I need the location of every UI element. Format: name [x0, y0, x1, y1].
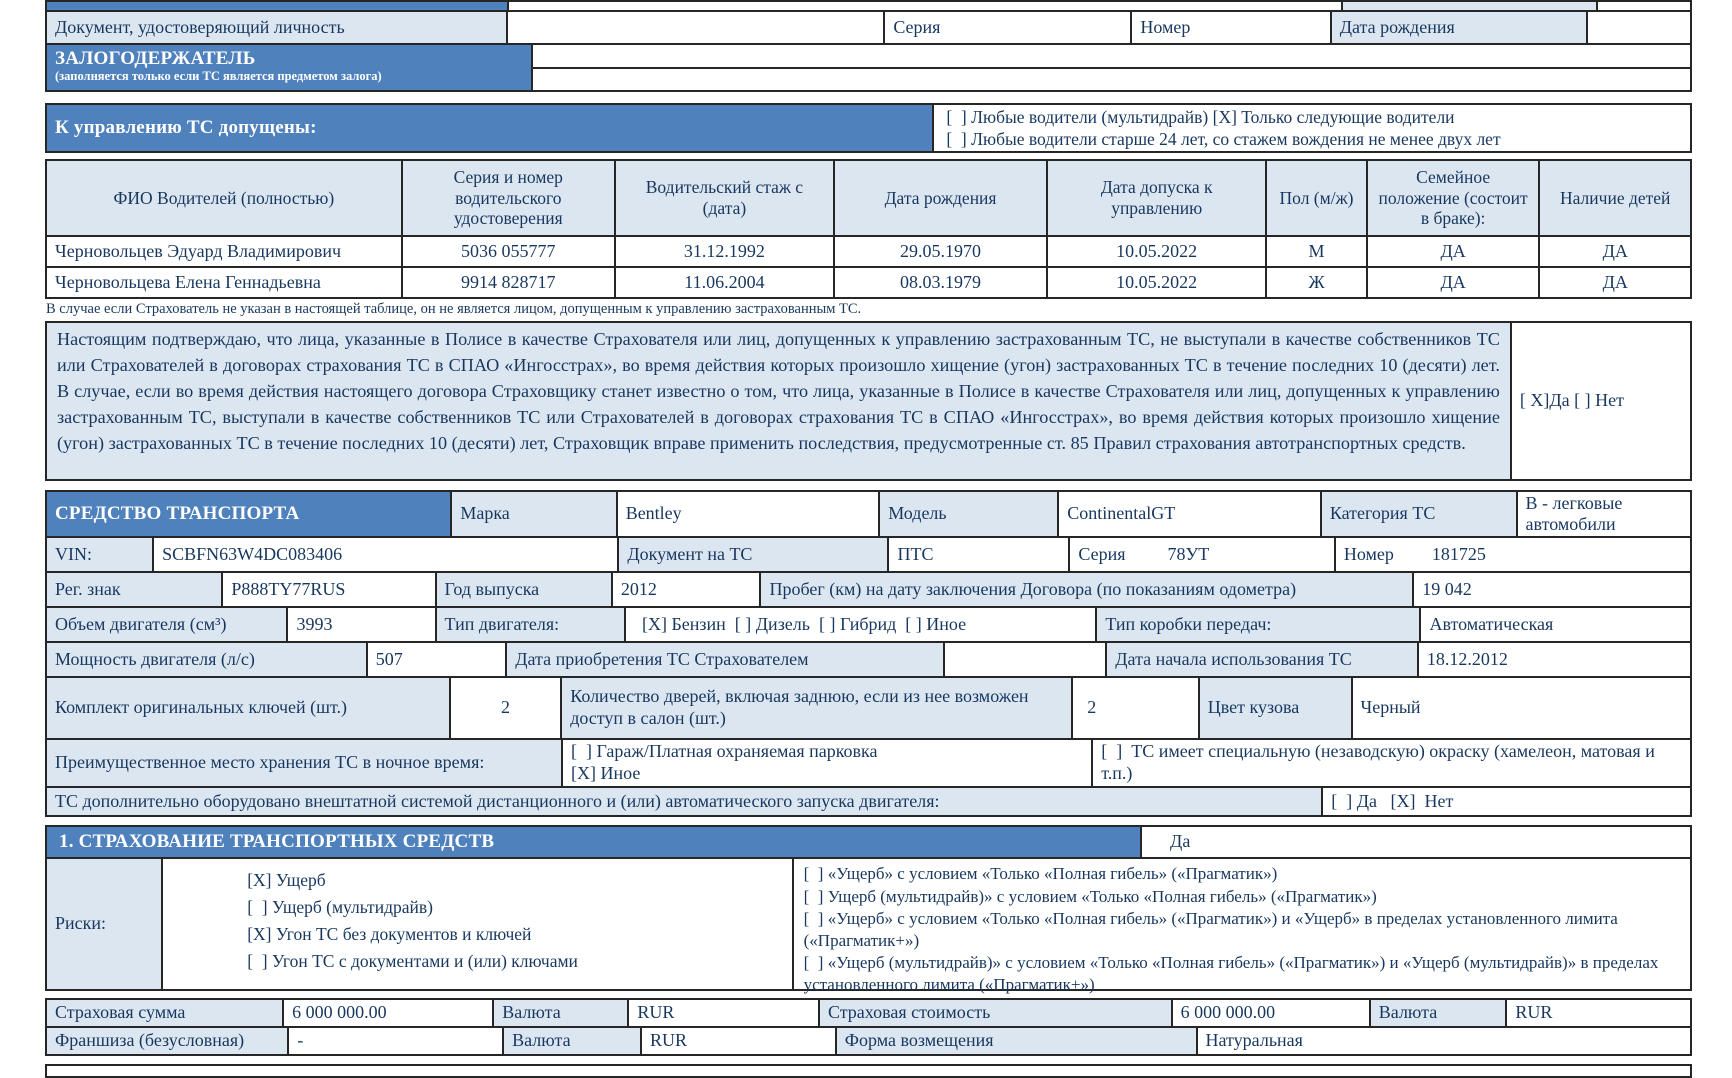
keys-value[interactable]: 2 [449, 678, 560, 738]
checkbox-special-paint[interactable]: [ ] ТС имеет специальную (незаводскую) окраску (хамелеон, матовая и т.п.) [1091, 740, 1690, 786]
driver1-sex[interactable]: М [1265, 237, 1366, 266]
checkbox-storage-other[interactable]: [Х] Иное [570, 763, 641, 783]
category-value[interactable]: В - легковые автомобили [1516, 492, 1690, 536]
risks-left-list [161, 859, 791, 989]
cutoff-top-row [47, 2, 1690, 10]
vehicle-title-row [47, 492, 1690, 536]
col-admission: Дата допуска к управлению [1046, 161, 1265, 235]
driver2-license[interactable]: 9914 828717 [401, 268, 614, 297]
reg-value[interactable]: P888TY77RUS [221, 573, 434, 606]
insurance-section-title: 1. СТРАХОВАНИЕ ТРАНСПОРТНЫХ СРЕДСТВ [47, 827, 1140, 857]
driver2-fio[interactable]: Черновольцева Елена Геннадьевна [55, 271, 321, 292]
checkbox-multidrive-option[interactable]: [ ] Любые водители (мультидрайв) [Х] Только следующие водители [946, 107, 1455, 127]
checkbox-risk-theft-with-docs[interactable]: [ ] Угон ТС с документами и (или) ключами [247, 951, 578, 971]
risks-row [47, 857, 1690, 994]
power-value[interactable]: 507 [366, 643, 505, 676]
franchise-label: Франшиза (безусловная) [47, 1028, 287, 1054]
model-value[interactable]: ContinentalGT [1057, 492, 1320, 536]
insurance-title-value[interactable]: Да [1140, 827, 1690, 857]
driver2-experience[interactable]: 11.06.2004 [614, 268, 833, 297]
driver2-birth[interactable]: 08.03.1979 [833, 268, 1046, 297]
insured-value-label: Страховая стоимость [818, 1000, 1171, 1026]
storage-options [561, 740, 1091, 786]
currency3-value[interactable]: RUR [640, 1028, 835, 1054]
driver2-children[interactable]: ДА [1538, 268, 1690, 297]
doc-number-label: Номер [1343, 543, 1394, 564]
sums-table [45, 998, 1692, 1056]
driver2-admission[interactable]: 10.05.2022 [1046, 268, 1265, 297]
col-license: Серия и номер водительского удостоверения [401, 161, 614, 235]
checkbox-risk-pragmatik-1[interactable]: [ ] «Ущерб» с условием «Только «Полная гибель» («Прагматик») [803, 864, 1278, 883]
vehicle-doc-label: Документ на ТС [617, 538, 887, 571]
driver1-admission[interactable]: 10.05.2022 [1046, 237, 1265, 266]
checkbox-risk-damage-multidrive[interactable]: [ ] Ущерб (мультидрайв) [247, 897, 433, 917]
engine-type-label: Тип двигателя: [435, 608, 624, 641]
sum-row [47, 1000, 1690, 1026]
drivers-table-header-row [47, 161, 1690, 235]
col-sex: Пол (м/ж) [1265, 161, 1366, 235]
cutoff-bottom-box [45, 1064, 1692, 1078]
mileage-label: Пробег (км) на дату заключения Договора (по показаниям одометра) [759, 573, 1412, 606]
risks-label: Риски: [47, 859, 161, 989]
drivers-note: В случае если Страхователь не указан в настоящей таблице, он не является лицом, допущенным к управлению застрахованным ТС. [46, 301, 862, 317]
reg-row [47, 571, 1690, 606]
compensation-value[interactable]: Натуральная [1196, 1028, 1690, 1054]
driver1-children[interactable]: ДА [1538, 237, 1690, 266]
driver1-license[interactable]: 5036 055777 [401, 237, 614, 266]
col-birth: Дата рождения [833, 161, 1046, 235]
pledgee-header [47, 45, 531, 90]
col-experience: Водительский стаж с (дата) [614, 161, 833, 235]
cutoff-light-cell [1341, 2, 1597, 10]
series-label: Серия [883, 12, 1130, 43]
storage-label: Преимущественное место хранения ТС в ночное время: [47, 740, 561, 786]
brand-label: Марка [450, 492, 615, 536]
doc-series-label: Серия [1078, 543, 1126, 564]
identity-doc-row [47, 10, 1690, 43]
admission-title: К управлению ТС допущены: [47, 105, 932, 151]
usage-date-label: Дата начала использования ТС [1105, 643, 1417, 676]
color-label: Цвет кузова [1198, 678, 1351, 738]
gearbox-label: Тип коробки передач: [1095, 608, 1419, 641]
driver1-fio[interactable]: Черновольцев Эдуард Владимирович [55, 240, 342, 261]
insurance-title-row [47, 827, 1690, 857]
year-value[interactable]: 2012 [611, 573, 760, 606]
checkbox-risk-theft-no-docs[interactable]: [Х] Угон ТС без документов и ключей [247, 924, 532, 944]
insurance-section [45, 825, 1692, 994]
checkbox-storage-garage[interactable]: [ ] Гараж/Платная охраняемая парковка [570, 741, 878, 762]
cutoff-white-cell-2 [1596, 2, 1690, 10]
engine-volume-value[interactable]: 3993 [286, 608, 434, 641]
checkbox-risk-pragmatik-2[interactable]: [ ] Ущерб (мультидрайв)» с условием «Только «Полная гибель» («Прагматик») [803, 886, 1377, 906]
gearbox-value[interactable]: Автоматическая [1419, 608, 1690, 641]
pledgee-value-area [531, 45, 1690, 90]
vehicle-section-title: СРЕДСТВО ТРАНСПОРТА [47, 492, 450, 536]
identity-doc-label: Документ, удостоверяющий личность [47, 12, 506, 43]
pledgee-value-bottom[interactable] [533, 67, 1690, 91]
usage-date-value[interactable]: 18.12.2012 [1417, 643, 1690, 676]
doors-label: Количество дверей, включая заднюю, если из нее возможен доступ в салон (шт.) [560, 678, 1071, 738]
model-label: Модель [878, 492, 1057, 536]
sum-label: Страховая сумма [47, 1000, 282, 1026]
brand-value[interactable]: Bentley [616, 492, 879, 536]
year-label: Год выпуска [435, 573, 611, 606]
driver-row-1 [47, 235, 1690, 266]
col-married: Семейное положение (состоит в браке): [1366, 161, 1539, 235]
power-label: Мощность двигателя (л/с) [47, 643, 366, 676]
number-label: Номер [1130, 12, 1329, 43]
vin-label: VIN: [47, 538, 152, 571]
sum-value[interactable]: 6 000 000.00 [282, 1000, 492, 1026]
driver1-birth[interactable]: 29.05.1970 [833, 237, 1046, 266]
remote-start-label: ТС дополнительно оборудовано внештатной системой дистанционного и (или) автоматического запуска двигателя: [47, 788, 1321, 815]
checkbox-age-option[interactable]: [ ] Любые водители старше 24 лет, со стажем вождения не менее двух лет [946, 129, 1501, 149]
doc-series-cell [1068, 538, 1333, 571]
engine-volume-label: Объем двигателя (см³) [47, 608, 286, 641]
vin-value[interactable]: SCBFN63W4DC083406 [152, 538, 617, 571]
identity-pledgee-table [45, 0, 1692, 92]
declaration-row [47, 323, 1690, 479]
checkbox-risk-pragmatik-plus-1[interactable]: [ ] «Ущерб» с условием «Только «Полная гибель» («Прагматик») и «Ущерб» в пределах установленного лимита («Прагматик+») [803, 909, 1623, 950]
pledgee-value-top[interactable] [533, 45, 1690, 67]
birth-date-value[interactable] [1586, 12, 1690, 43]
currency2-label: Валюта [1369, 1000, 1506, 1026]
admission-options [932, 105, 1690, 151]
doc-number-value[interactable]: 181725 [1431, 543, 1486, 564]
currency3-label: Валюта [502, 1028, 640, 1054]
driver1-experience[interactable]: 31.12.1992 [614, 237, 833, 266]
category-label: Категория ТС [1320, 492, 1516, 536]
identity-doc-value[interactable] [506, 12, 884, 43]
admission-row [47, 105, 1690, 151]
engine-type-checkboxes[interactable]: [Х] Бензин [ ] Дизель [ ] Гибрид [ ] Иное [624, 608, 1095, 641]
driver2-married[interactable]: ДА [1366, 268, 1539, 297]
engine-row [47, 606, 1690, 641]
doors-value[interactable]: 2 [1071, 678, 1198, 738]
pledgee-note: (заполняется только если ТС является предметом залога) [55, 69, 382, 84]
mileage-value[interactable]: 19 042 [1412, 573, 1690, 606]
pledgee-title: ЗАЛОГОДЕРЖАТЕЛЬ [55, 48, 256, 69]
vehicle-doc-type[interactable]: ПТС [887, 538, 1068, 571]
storage-row [47, 738, 1690, 786]
cutoff-white-cell [507, 2, 1341, 10]
driver-row-2 [47, 266, 1690, 297]
franchise-row [47, 1026, 1690, 1054]
driver1-married[interactable]: ДА [1366, 237, 1539, 266]
driver2-sex[interactable]: Ж [1265, 268, 1366, 297]
birth-date-label: Дата рождения [1330, 12, 1586, 43]
declaration-answer[interactable]: [ Х]Да [ ] Нет [1510, 323, 1690, 479]
cutoff-blue-cell [47, 2, 507, 10]
drivers-table [45, 159, 1692, 299]
currency2-value[interactable]: RUR [1505, 1000, 1690, 1026]
compensation-label: Форма возмещения [835, 1028, 1196, 1054]
checkbox-risk-damage[interactable]: [Х] Ущерб [247, 870, 326, 890]
doc-number-cell [1334, 538, 1690, 571]
purchase-date-value[interactable] [943, 643, 1105, 676]
declaration-box [45, 321, 1692, 481]
power-row [47, 641, 1690, 676]
doc-series-value[interactable]: 78УТ [1167, 543, 1210, 564]
admission-header-box [45, 103, 1692, 153]
insured-value[interactable]: 6 000 000.00 [1171, 1000, 1369, 1026]
vin-row [47, 536, 1690, 571]
currency1-value[interactable]: RUR [627, 1000, 818, 1026]
pledgee-row [47, 43, 1690, 90]
checkbox-remote-start-answer[interactable]: [ ] Да [Х] Нет [1321, 788, 1690, 815]
declaration-text: Настоящим подтверждаю, что лица, указанные в Полисе в качестве Страхователя или лиц, допущенных к управлению застрахованным ТС, не выступали в качестве собственников ТС или Страхователей в договорах страхования ТС в СПАО «Ингосстрах», во время действия которых произошло хищение (угон) застрахованных ТС в течение последних 10 (десяти) лет. В случае, если во время действия настоящего договора Страховщику станет известно о том, что лица, указанные в Полисе в качестве Страхователя или лиц, допущенных к управлению застрахованным ТС, выступали в качестве собственников ТС или Страхователей в договорах страхования ТС в СПАО «Ингосстрах», во время действия которых произошло хищение (угон) застрахованных ТС в течение последних 10 (десяти) лет, Страховщик вправе применить последствия, предусмотренные ст. 85 Правил страхования автотранспортных средств. [47, 323, 1510, 479]
keys-label: Комплект оригинальных ключей (шт.) [47, 678, 449, 738]
currency1-label: Валюта [492, 1000, 627, 1026]
keys-row [47, 676, 1690, 738]
color-value[interactable]: Черный [1351, 678, 1691, 738]
reg-label: Рег. знак [47, 573, 221, 606]
risks-right-list [792, 859, 1690, 994]
vehicle-table [45, 490, 1692, 817]
purchase-date-label: Дата приобретения ТС Страхователем [505, 643, 943, 676]
remote-start-row [47, 786, 1690, 815]
col-children: Наличие детей [1538, 161, 1690, 235]
col-fio: ФИО Водителей (полностью) [47, 161, 401, 235]
franchise-value[interactable]: - [287, 1028, 502, 1054]
checkbox-risk-pragmatik-plus-2[interactable]: [ ] «Ущерб (мультидрайв)» с условием «Только «Полная гибель» («Прагматик») и «Ущерб (мультидрайв)» в пределах установленного лимита («Прагматик+») [803, 953, 1663, 994]
